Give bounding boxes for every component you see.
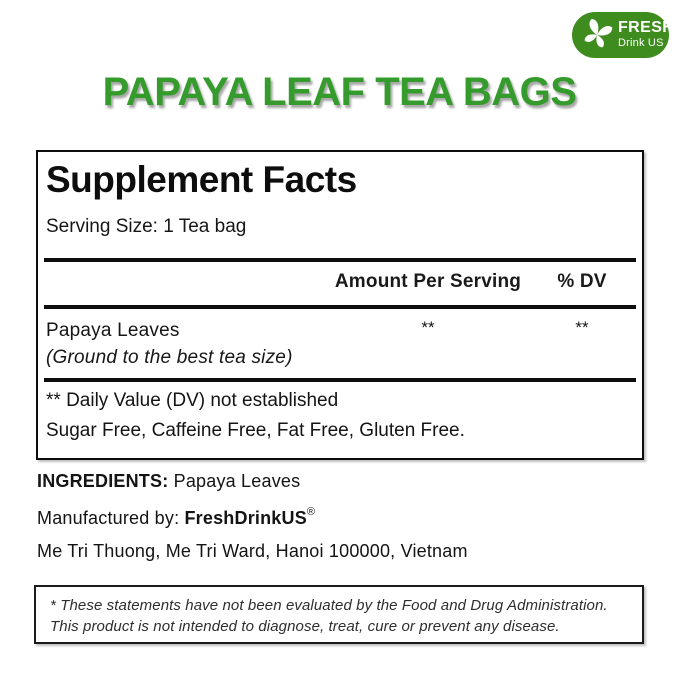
table-header-row [44,271,636,293]
column-header-amount: Amount Per Serving [334,271,522,292]
ingredients-label: INGREDIENTS: [37,471,169,491]
ingredient-name-cell [44,317,328,371]
divider-thick-bottom [44,378,636,382]
logo-text [618,20,674,49]
disclaimer-line-1: * These statements have not been evaluated by the Food and Drug Administration. [50,597,608,614]
free-claims: Sugar Free, Caffeine Free, Fat Free, Gluten Free. [46,420,465,441]
ingredients-value: Papaya Leaves [173,471,301,491]
column-header-dv: % DV [557,271,607,292]
leaf-flower-icon [577,15,617,55]
ingredients-line [37,470,468,492]
ingredient-name: Papaya Leaves [46,320,180,341]
disclaimer-line-2: This product is not intended to diagnose, treat, cure or prevent any disease. [50,618,560,635]
facts-heading: Supplement Facts [46,159,357,200]
manufacturer-address: Me Tri Thuong, Me Tri Ward, Hanoi 100000, Vietnam [37,541,468,561]
ingredient-dv: ** [575,318,589,337]
registered-trademark-icon: ® [306,506,316,518]
logo-line-fresh: FRESH [618,19,675,36]
manufacturer-name: FreshDrinkUS [184,508,307,528]
logo-line-drinkus: Drink US [618,37,664,49]
ingredient-amount: ** [421,318,435,337]
fda-disclaimer-box [34,585,644,644]
serving-size-label: Serving Size: [46,216,158,237]
divider-thick-middle [44,305,636,309]
product-details [37,470,468,573]
divider-thick-top [44,258,636,262]
supplement-facts-panel [36,150,644,460]
serving-size-value: 1 Tea bag [163,216,247,237]
manufactured-by-label: Manufactured by: [37,508,180,528]
serving-size [46,216,246,238]
table-row [44,317,636,371]
dv-footnote: ** Daily Value (DV) not established [46,390,339,411]
manufacturer-line [37,503,468,529]
ingredient-note: (Ground to the best tea size) [46,347,293,368]
table-header-spacer [44,271,328,293]
product-title: PAPAYA LEAF TEA BAGS [102,70,577,114]
brand-logo [572,12,675,58]
